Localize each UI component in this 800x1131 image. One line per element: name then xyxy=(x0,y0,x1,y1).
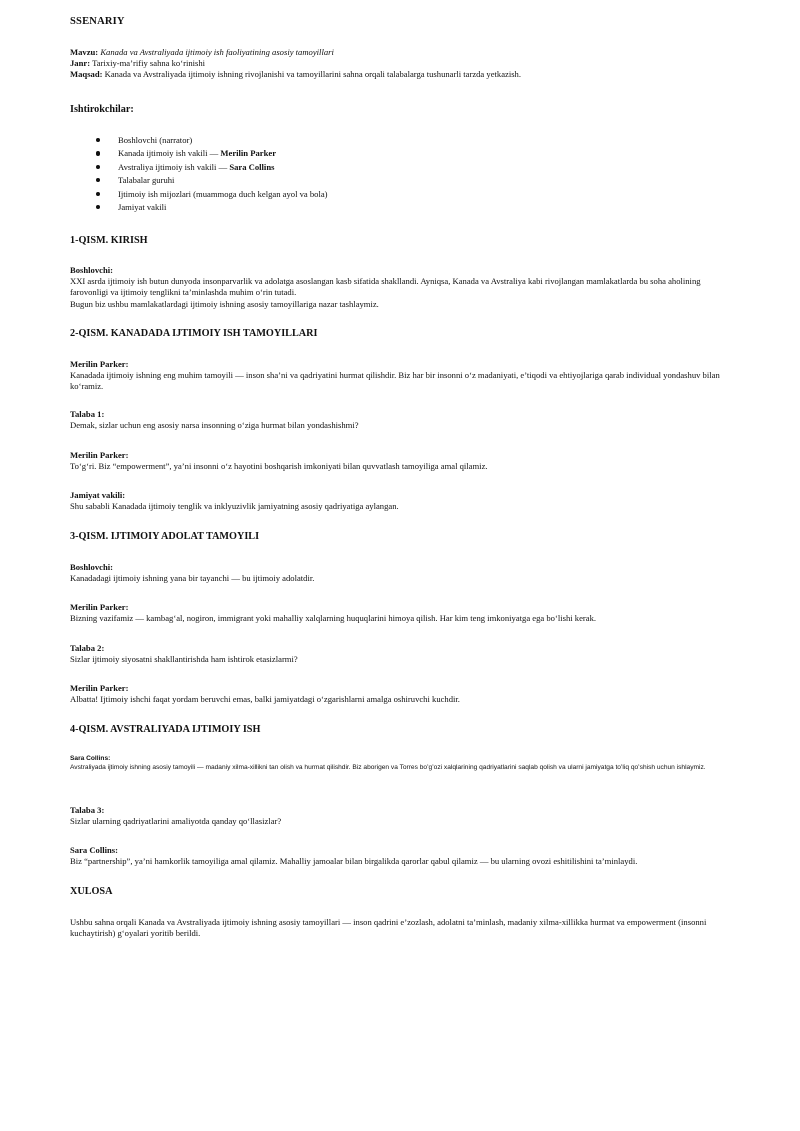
list-item: Boshlovchi (narrator) xyxy=(70,134,730,147)
speaker-name: Merilin Parker: xyxy=(70,683,129,693)
conclusion-text: Ushbu sahna orqali Kanada va Avstraliyada ijtimoiy ishning asosiy tamoyillari — inson qadrini e’zozlash, adolatni ta’minlash, madaniy xilma-xillikka hurmat va empowerment (insonni kuchaytirish) gʻoyalari yoritib berildi. xyxy=(70,917,707,939)
dialogue-line: Albatta! Ijtimoiy ishchi faqat yordam beruvchi emas, balki jamiyatdagi oʻzgarishlarni amalga oshiruvchi kuchdir. xyxy=(70,694,460,705)
meta-block xyxy=(70,47,730,81)
list-item: Talabalar guruhi xyxy=(70,174,730,187)
speaker-name: Boshlovchi: xyxy=(70,562,113,572)
maqsad-value: Kanada va Avstraliyada ijtimoiy ishning rivojlanishi va tamoyillarini sahna orqali talabalarga tushunarli tarzda yetkazish. xyxy=(104,69,522,80)
dialogue-line: Bizning vazifamiz — kambagʻal, nogiron, immigrant yoki mahalliy xalqlarning huquqlarini himoya qilish. Har kim teng imkoniyatga ega boʻlishi kerak. xyxy=(70,613,597,624)
dialogue-entry xyxy=(70,805,730,827)
janr-label: Janr: xyxy=(70,58,91,69)
bullet-icon xyxy=(96,165,100,169)
dialogue-part1-boshlovchi xyxy=(70,265,730,310)
mavzu-value: Kanada va Avstraliyada ijtimoiy ish faoliyatining asosiy tamoyillari xyxy=(100,47,334,57)
list-item: Kanada ijtimoiy ish vakili — Merilin Parker xyxy=(70,147,730,160)
speaker-name: Talaba 1: xyxy=(70,409,105,419)
cast-list xyxy=(70,134,730,214)
dialogue-line: Avstraliyada ijtimoiy ishning asosiy tamoyili — madaniy xilma-xillikni tan olish va hurmat qilishdir. Biz aborigen va Torres boʻgʻozi xalqlarining qadriyatlarini saqlab qolish va ularni jamiyatga toʻliq qoʻshish uchun ishlaymiz. xyxy=(70,764,706,772)
dialogue-line: Shu sababli Kanadada ijtimoiy tenglik va inklyuzivlik jamiyatning asosiy qadriyatiga aylangan. xyxy=(70,501,399,512)
conclusion-paragraph xyxy=(70,917,730,939)
janr-value: Tarixiy-ma’rifiy sahna koʻrinishi xyxy=(92,58,206,69)
meta-mavzu xyxy=(70,47,730,58)
speaker-name: Talaba 3: xyxy=(70,805,105,815)
meta-janr xyxy=(70,58,730,69)
dialogue-entry xyxy=(70,409,730,431)
dialogue-line: Kanadadagi ijtimoiy ishning yana bir tayanchi — bu ijtimoiy adolatdir. xyxy=(70,573,315,584)
dialogue-line: Toʻgʻri. Biz “empowerment”, ya’ni insonni oʻz hayotini boshqarish imkoniyati bilan quvvatlash tamoyiliga amal qilamiz. xyxy=(70,461,488,472)
dialogue-line: Sizlar ijtimoiy siyosatni shakllantirishda ham ishtirok etasizlarmi? xyxy=(70,654,298,665)
speaker-name: Merilin Parker: xyxy=(70,450,129,460)
list-item: Avstraliya ijtimoiy ish vakili — Sara Collins xyxy=(70,161,730,174)
section-heading-conclusion: XULOSA xyxy=(70,886,113,897)
dialogue-entry xyxy=(70,845,730,867)
dialogue-line: Demak, sizlar uchun eng asosiy narsa insonning oʻziga hurmat bilan yondashishmi? xyxy=(70,420,359,431)
dialogue-entry xyxy=(70,643,730,665)
dialogue-entry xyxy=(70,359,730,393)
section-heading-part1: 1-QISM. KIRISH xyxy=(70,235,148,246)
dialogue-entry xyxy=(70,562,730,584)
dialogue-line: Bugun biz ushbu mamlakatlardagi ijtimoiy ishning asosiy tamoyillariga nazar tashlaymiz. xyxy=(70,298,379,309)
speaker-name: Boshlovchi: xyxy=(70,265,113,275)
bullet-icon xyxy=(96,192,100,196)
section-heading-part4: 4-QISM. AVSTRALIYADA IJTIMOIY ISH xyxy=(70,724,261,735)
section-heading-part2: 2-QISM. KANADADA IJTIMOIY ISH TAMOYILLARI xyxy=(70,328,318,339)
dialogue-line: Sizlar ularning qadriyatlarini amaliyotda qanday qoʻllasizlar? xyxy=(70,816,282,827)
dialogue-line: Biz “partnership”, ya’ni hamkorlik tamoyiliga amal qilamiz. Mahalliy jamoalar bilan birgalikda qarorlar qabul qilamiz — bu ularning ovozi eshitilishini ta’minlaydi. xyxy=(70,856,638,867)
dialogue-entry xyxy=(70,754,730,773)
bullet-icon xyxy=(96,178,100,182)
list-item: Ijtimoiy ish mijozlari (muammoga duch kelgan ayol va bola) xyxy=(70,188,730,201)
bullet-icon xyxy=(96,151,100,155)
speaker-name: Merilin Parker: xyxy=(70,359,129,369)
maqsad-label: Maqsad: xyxy=(70,69,103,80)
speaker-name: Sara Collins: xyxy=(70,845,118,855)
cast-heading: Ishtirokchilar: xyxy=(70,104,134,115)
dialogue-line: XXI asrda ijtimoiy ish butun dunyoda insonparvarlik va adolatga asoslangan kasb sifatida shakllandi. Ayniqsa, Kanada va Avstraliya kabi rivojlangan mamlakatlarda bu soha aholining farovonligi va ijtimoiy tenglikni ta’minlashda muhim oʻrin tutadi. xyxy=(70,276,701,298)
bullet-icon xyxy=(96,138,100,142)
section-heading-part3: 3-QISM. IJTIMOIY ADOLAT TAMOYILI xyxy=(70,531,260,542)
dialogue-line: Kanadada ijtimoiy ishning eng muhim tamoyili — inson sha’ni va qadriyatini hurmat qilishdir. Biz har bir insonni oʻz madaniyati, e’tiqodi va ehtiyojlariga qarab individual yondashuv bilan koʻramiz. xyxy=(70,370,720,392)
bullet-icon xyxy=(96,205,100,209)
dialogue-entry xyxy=(70,450,730,472)
speaker-name: Merilin Parker: xyxy=(70,602,129,612)
document-title: SSENARIY xyxy=(70,16,125,27)
dialogue-entry xyxy=(70,683,730,705)
dialogue-entry xyxy=(70,490,730,512)
speaker-name: Sara Collins: xyxy=(70,755,111,762)
mavzu-label: Mavzu: xyxy=(70,47,99,57)
speaker-name: Talaba 2: xyxy=(70,643,105,653)
dialogue-entry xyxy=(70,602,730,624)
list-item: Jamiyat vakili xyxy=(70,201,730,214)
speaker-name: Jamiyat vakili: xyxy=(70,490,126,500)
meta-maqsad xyxy=(70,69,730,80)
